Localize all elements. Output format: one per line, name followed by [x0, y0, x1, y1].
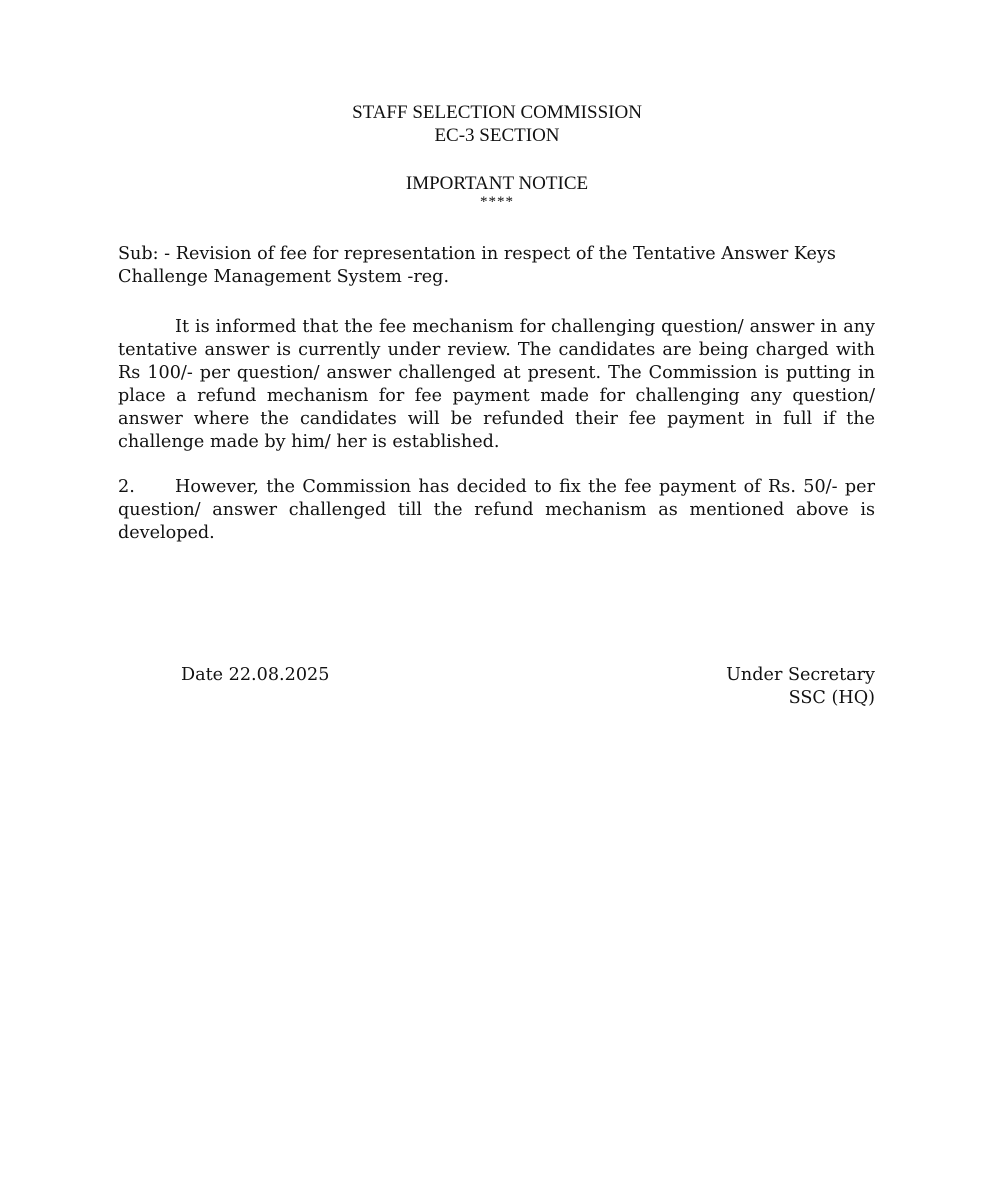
notice-title-block: [0, 172, 994, 210]
signatory-office: SSC (HQ): [788, 688, 875, 708]
paragraph-2-number: 2.: [118, 477, 135, 497]
signatory-block: [726, 664, 875, 710]
notice-date: Date 22.08.2025: [181, 665, 330, 685]
subject-line: Sub: - Revision of fee for representation in respect of the Tentative Answer Keys Challenge Management System -reg.: [118, 244, 836, 287]
title-separator: ****: [480, 194, 514, 210]
section-name: EC-3 SECTION: [434, 125, 560, 146]
organization-name: STAFF SELECTION COMMISSION: [352, 102, 642, 123]
paragraph-1: [118, 316, 875, 454]
paragraph-2: [118, 476, 875, 545]
notice-title: IMPORTANT NOTICE: [405, 173, 589, 194]
document-header: [0, 101, 994, 147]
paragraph-1-text: It is informed that the fee mechanism for challenging question/ answer in any tentative answer is currently under review. The candidates are being charged with Rs 100/- per question/ answer challenged at present. The Commission is putting in place a refund mechanism for fee payment made for challenging any question/ answer where the candidates will be refunded their fee payment in full if the challenge made by him/ her is established.: [118, 317, 875, 452]
paragraph-2-text: However, the Commission has decided to fix the fee payment of Rs. 50/- per question/ answer challenged till the refund mechanism as mentioned above is developed.: [118, 477, 875, 543]
signatory-title: Under Secretary: [726, 665, 875, 685]
